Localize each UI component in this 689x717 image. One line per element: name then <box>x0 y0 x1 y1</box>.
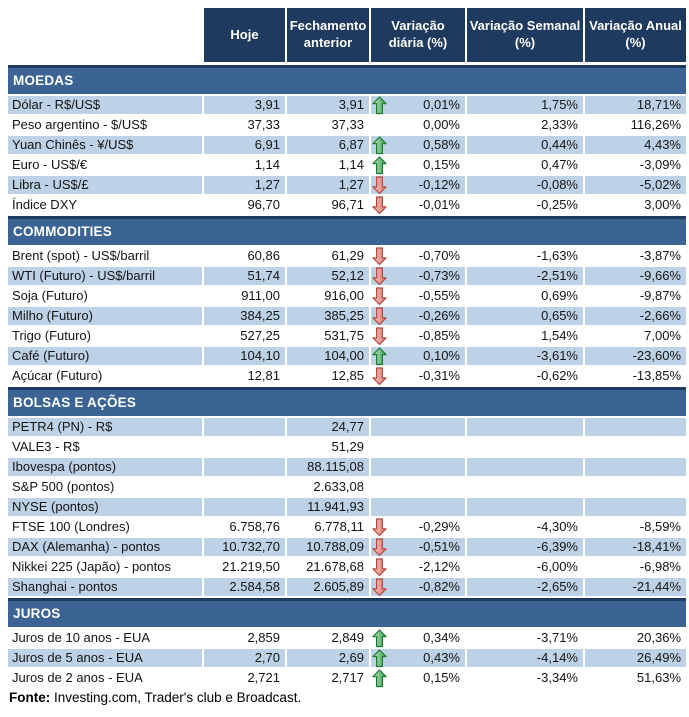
value-variacao-semanal: -0,25% <box>467 196 585 214</box>
table-row <box>8 478 686 496</box>
section-header-bar <box>8 598 686 627</box>
table-section <box>8 387 686 596</box>
table-row <box>8 247 686 265</box>
value-variacao-diaria: -0,31% <box>418 368 460 383</box>
value-variacao-anual: -21,44% <box>585 578 686 596</box>
value-variacao-diaria: -0,01% <box>418 197 460 212</box>
value-hoje: 527,25 <box>204 327 287 345</box>
arrow-up-icon <box>372 347 387 365</box>
value-variacao-semanal: 1,54% <box>467 327 585 345</box>
section-title: COMMODITIES <box>13 224 112 239</box>
section-header-bar <box>8 387 686 416</box>
value-fechamento-anterior: 6.778,11 <box>287 518 371 536</box>
value-hoje: 6,91 <box>204 136 287 154</box>
value-variacao-semanal: -0,08% <box>467 176 585 194</box>
value-fechamento-anterior: 24,77 <box>287 418 371 436</box>
value-variacao-semanal: -0,62% <box>467 367 585 385</box>
table-section <box>8 65 686 214</box>
value-variacao-anual: 4,43% <box>585 136 686 154</box>
table-row <box>8 669 686 687</box>
instrument-label: Yuan Chinês - ¥/US$ <box>8 136 204 154</box>
value-variacao-diaria: 0,34% <box>423 630 460 645</box>
market-table <box>8 8 686 687</box>
instrument-label: Café (Futuro) <box>8 347 204 365</box>
value-hoje: 21.219,50 <box>204 558 287 576</box>
instrument-label: Juros de 5 anos - EUA <box>8 649 204 667</box>
table-row <box>8 176 686 194</box>
arrow-up-icon <box>372 136 387 154</box>
cell-variacao-diaria <box>371 367 467 385</box>
value-variacao-anual: -6,98% <box>639 559 681 574</box>
instrument-label: Nikkei 225 (Japão) - pontos <box>8 558 204 576</box>
arrow-down-icon <box>372 196 387 214</box>
value-hoje: 911,00 <box>204 287 287 305</box>
value-fechamento-anterior: 1,14 <box>287 156 371 174</box>
instrument-label: WTI (Futuro) - US$/barril <box>8 267 204 285</box>
value-variacao-anual <box>585 458 686 476</box>
value-variacao-semanal: 1,75% <box>467 96 585 114</box>
section-rows <box>8 629 686 687</box>
section-header-bar <box>8 65 686 94</box>
value-variacao-anual: 3,00% <box>644 197 681 212</box>
arrow-down-icon <box>372 327 387 345</box>
cell-variacao-diaria <box>371 418 467 436</box>
value-hoje: 96,70 <box>204 196 287 214</box>
value-variacao-anual: 20,36% <box>636 630 681 645</box>
cell-variacao-diaria <box>371 478 467 496</box>
arrow-up-icon <box>372 669 387 687</box>
value-variacao-semanal: -4,14% <box>467 649 585 667</box>
value-variacao-diaria: 0,15% <box>423 157 460 172</box>
cell-variacao-diaria <box>371 518 467 536</box>
value-hoje: 104,10 <box>204 347 287 365</box>
value-hoje: 384,25 <box>204 307 287 325</box>
value-variacao-semanal: -3,61% <box>467 347 585 365</box>
column-header-hoje: Hoje <box>204 8 287 62</box>
value-variacao-diaria: 0,58% <box>423 137 460 152</box>
value-fechamento-anterior: 104,00 <box>287 347 371 365</box>
table-row <box>8 156 686 174</box>
cell-variacao-diaria <box>371 498 467 516</box>
value-hoje: 12,81 <box>204 367 287 385</box>
table-row <box>8 347 686 365</box>
cell-variacao-diaria <box>371 649 467 667</box>
table-row <box>8 367 686 385</box>
cell-variacao-diaria <box>371 327 467 345</box>
value-hoje: 2,721 <box>204 669 287 687</box>
value-hoje: 60,86 <box>204 247 287 265</box>
cell-variacao-diaria <box>371 196 467 214</box>
instrument-label: Soja (Futuro) <box>8 287 204 305</box>
arrow-up-icon <box>372 649 387 667</box>
column-header-fechamento-anterior: Fechamento anterior <box>287 8 371 62</box>
value-hoje: 1,14 <box>204 156 287 174</box>
table-row <box>8 136 686 154</box>
cell-variacao-diaria <box>371 629 467 647</box>
value-variacao-anual <box>585 478 686 496</box>
instrument-label: Trigo (Futuro) <box>8 327 204 345</box>
value-fechamento-anterior: 385,25 <box>287 307 371 325</box>
cell-variacao-diaria <box>371 116 467 134</box>
arrow-down-icon <box>372 176 387 194</box>
cell-variacao-diaria <box>371 136 467 154</box>
value-fechamento-anterior: 11.941,93 <box>287 498 371 516</box>
arrow-up-icon <box>372 629 387 647</box>
instrument-label: Euro - US$/€ <box>8 156 204 174</box>
section-title: MOEDAS <box>13 73 74 88</box>
section-rows <box>8 96 686 214</box>
instrument-label: Juros de 2 anos - EUA <box>8 669 204 687</box>
cell-variacao-diaria <box>371 458 467 476</box>
value-variacao-semanal <box>467 478 585 496</box>
value-fechamento-anterior: 61,29 <box>287 247 371 265</box>
arrow-down-icon <box>372 307 387 325</box>
value-hoje: 37,33 <box>204 116 287 134</box>
value-fechamento-anterior: 1,27 <box>287 176 371 194</box>
value-hoje: 3,91 <box>204 96 287 114</box>
instrument-label: NYSE (pontos) <box>8 498 204 516</box>
section-rows <box>8 247 686 385</box>
cell-variacao-diaria <box>371 578 467 596</box>
value-variacao-semanal: 0,47% <box>467 156 585 174</box>
value-hoje <box>204 478 287 496</box>
value-variacao-diaria: 0,43% <box>423 650 460 665</box>
value-variacao-semanal <box>467 458 585 476</box>
value-variacao-semanal: 0,69% <box>467 287 585 305</box>
value-variacao-anual: -2,66% <box>585 307 686 325</box>
table-row <box>8 96 686 114</box>
section-rows <box>8 418 686 596</box>
value-variacao-anual: 116,26% <box>630 117 681 132</box>
value-hoje <box>204 458 287 476</box>
source-text: Investing.com, Trader's club e Broadcast. <box>50 690 302 705</box>
value-hoje: 6.758,76 <box>204 518 287 536</box>
cell-variacao-diaria <box>371 558 467 576</box>
value-variacao-anual: -5,02% <box>585 176 686 194</box>
arrow-down-icon <box>372 578 387 596</box>
cell-variacao-diaria <box>371 669 467 687</box>
table-row <box>8 307 686 325</box>
value-variacao-semanal: 0,44% <box>467 136 585 154</box>
value-hoje: 51,74 <box>204 267 287 285</box>
table-row <box>8 267 686 285</box>
cell-variacao-diaria <box>371 438 467 456</box>
value-fechamento-anterior: 51,29 <box>287 438 371 456</box>
table-row <box>8 578 686 596</box>
arrow-down-icon <box>372 538 387 556</box>
table-row <box>8 327 686 345</box>
value-variacao-anual: -3,09% <box>639 157 681 172</box>
value-fechamento-anterior: 12,85 <box>287 367 371 385</box>
value-fechamento-anterior: 52,12 <box>287 267 371 285</box>
value-variacao-anual: -9,87% <box>639 288 681 303</box>
instrument-label: Milho (Futuro) <box>8 307 204 325</box>
section-title: JUROS <box>13 606 61 621</box>
instrument-label: Peso argentino - $/US$ <box>8 116 204 134</box>
instrument-label: FTSE 100 (Londres) <box>8 518 204 536</box>
value-fechamento-anterior: 37,33 <box>287 116 371 134</box>
value-variacao-anual: -9,66% <box>585 267 686 285</box>
value-variacao-semanal: -2,65% <box>467 578 585 596</box>
value-variacao-anual: -13,85% <box>632 368 681 383</box>
value-fechamento-anterior: 96,71 <box>287 196 371 214</box>
value-variacao-diaria: -0,26% <box>418 308 460 323</box>
table-section <box>8 598 686 687</box>
value-variacao-anual: -3,87% <box>639 248 681 263</box>
value-variacao-anual: -23,60% <box>585 347 686 365</box>
table-row <box>8 458 686 476</box>
value-variacao-anual: 18,71% <box>585 96 686 114</box>
value-variacao-semanal: -6,39% <box>467 538 585 556</box>
value-hoje: 2.584,58 <box>204 578 287 596</box>
arrow-down-icon <box>372 287 387 305</box>
table-row <box>8 438 686 456</box>
value-variacao-semanal <box>467 418 585 436</box>
value-variacao-semanal: 0,65% <box>467 307 585 325</box>
source-label: Fonte: <box>9 690 51 705</box>
value-variacao-diaria: 0,01% <box>423 97 460 112</box>
table-row <box>8 498 686 516</box>
value-variacao-diaria: 0,15% <box>423 670 460 685</box>
instrument-label: Dólar - R$/US$ <box>8 96 204 114</box>
value-variacao-diaria: -0,70% <box>418 248 460 263</box>
arrow-down-icon <box>372 367 387 385</box>
cell-variacao-diaria <box>371 347 467 365</box>
arrow-down-icon <box>372 518 387 536</box>
arrow-up-icon <box>372 156 387 174</box>
value-fechamento-anterior: 21.678,68 <box>287 558 371 576</box>
section-title: BOLSAS E AÇÕES <box>13 395 137 410</box>
cell-variacao-diaria <box>371 267 467 285</box>
instrument-label: PETR4 (PN) - R$ <box>8 418 204 436</box>
arrow-down-icon <box>372 558 387 576</box>
value-fechamento-anterior: 2,717 <box>287 669 371 687</box>
value-variacao-anual: 26,49% <box>585 649 686 667</box>
value-variacao-semanal: -3,34% <box>467 669 585 687</box>
arrow-down-icon <box>372 247 387 265</box>
value-variacao-diaria: 0,10% <box>423 348 460 363</box>
value-fechamento-anterior: 2.605,89 <box>287 578 371 596</box>
value-hoje: 10.732,70 <box>204 538 287 556</box>
value-variacao-diaria: -0,85% <box>418 328 460 343</box>
table-row <box>8 116 686 134</box>
value-variacao-anual: 7,00% <box>644 328 681 343</box>
table-row <box>8 558 686 576</box>
table-row <box>8 287 686 305</box>
instrument-label: S&P 500 (pontos) <box>8 478 204 496</box>
value-variacao-semanal <box>467 498 585 516</box>
value-variacao-anual: 51,63% <box>636 670 681 685</box>
value-variacao-semanal: -1,63% <box>467 247 585 265</box>
value-hoje: 1,27 <box>204 176 287 194</box>
value-variacao-diaria: -0,73% <box>418 268 460 283</box>
table-row <box>8 518 686 536</box>
table-header-row <box>8 8 686 62</box>
table-sections <box>8 65 686 687</box>
value-hoje <box>204 498 287 516</box>
table-section <box>8 216 686 385</box>
source-note <box>8 690 686 705</box>
cell-variacao-diaria <box>371 156 467 174</box>
table-row <box>8 538 686 556</box>
value-fechamento-anterior: 10.788,09 <box>287 538 371 556</box>
table-row <box>8 196 686 214</box>
value-variacao-semanal: -6,00% <box>467 558 585 576</box>
value-fechamento-anterior: 916,00 <box>287 287 371 305</box>
value-variacao-diaria: -0,29% <box>418 519 460 534</box>
value-fechamento-anterior: 6,87 <box>287 136 371 154</box>
cell-variacao-diaria <box>371 307 467 325</box>
cell-variacao-diaria <box>371 247 467 265</box>
instrument-label: Ibovespa (pontos) <box>8 458 204 476</box>
instrument-label: DAX (Alemanha) - pontos <box>8 538 204 556</box>
value-fechamento-anterior: 2.633,08 <box>287 478 371 496</box>
value-fechamento-anterior: 3,91 <box>287 96 371 114</box>
value-variacao-anual <box>585 498 686 516</box>
value-variacao-semanal: -4,30% <box>467 518 585 536</box>
table-row <box>8 418 686 436</box>
value-variacao-diaria: -0,12% <box>418 177 460 192</box>
value-variacao-anual <box>585 418 686 436</box>
column-header-variacao-diaria: Variação diária (%) <box>371 8 467 62</box>
instrument-label: VALE3 - R$ <box>8 438 204 456</box>
value-variacao-semanal <box>467 438 585 456</box>
value-fechamento-anterior: 88.115,08 <box>287 458 371 476</box>
header-spacer <box>8 8 204 62</box>
value-variacao-anual: -18,41% <box>585 538 686 556</box>
value-variacao-semanal: 2,33% <box>467 116 585 134</box>
value-variacao-diaria: -2,12% <box>418 559 460 574</box>
value-hoje: 2,70 <box>204 649 287 667</box>
value-fechamento-anterior: 531,75 <box>287 327 371 345</box>
arrow-up-icon <box>372 96 387 114</box>
value-hoje: 2,859 <box>204 629 287 647</box>
cell-variacao-diaria <box>371 96 467 114</box>
value-variacao-semanal: -2,51% <box>467 267 585 285</box>
cell-variacao-diaria <box>371 538 467 556</box>
value-fechamento-anterior: 2,849 <box>287 629 371 647</box>
arrow-down-icon <box>372 267 387 285</box>
instrument-label: Brent (spot) - US$/barril <box>8 247 204 265</box>
value-variacao-anual: -8,59% <box>639 519 681 534</box>
instrument-label: Shanghai - pontos <box>8 578 204 596</box>
value-variacao-diaria: -0,82% <box>418 579 460 594</box>
table-row <box>8 649 686 667</box>
instrument-label: Libra - US$/£ <box>8 176 204 194</box>
instrument-label: Juros de 10 anos - EUA <box>8 629 204 647</box>
section-header-bar <box>8 216 686 245</box>
cell-variacao-diaria <box>371 287 467 305</box>
value-hoje <box>204 418 287 436</box>
instrument-label: Índice DXY <box>8 196 204 214</box>
instrument-label: Açúcar (Futuro) <box>8 367 204 385</box>
value-variacao-diaria: 0,00% <box>423 117 460 132</box>
cell-variacao-diaria <box>371 176 467 194</box>
value-fechamento-anterior: 2,69 <box>287 649 371 667</box>
table-row <box>8 629 686 647</box>
value-variacao-semanal: -3,71% <box>467 629 585 647</box>
value-hoje <box>204 438 287 456</box>
value-variacao-diaria: -0,55% <box>418 288 460 303</box>
value-variacao-anual <box>585 438 686 456</box>
column-header-variacao-semanal: Variação Semanal (%) <box>467 8 585 62</box>
value-variacao-diaria: -0,51% <box>418 539 460 554</box>
column-header-variacao-anual: Variação Anual (%) <box>585 8 686 62</box>
